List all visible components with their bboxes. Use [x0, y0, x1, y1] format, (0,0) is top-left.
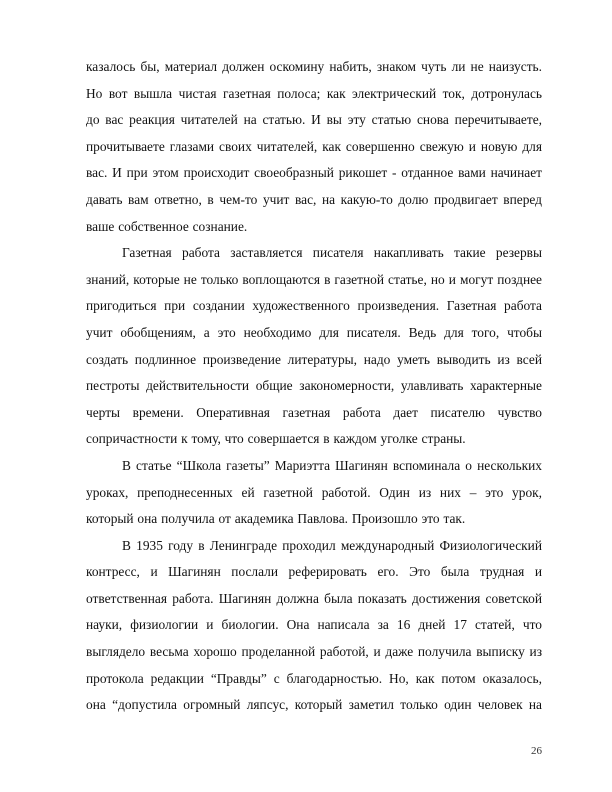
- paragraph-3: [86, 453, 542, 533]
- paragraph-1: [86, 54, 542, 240]
- text-line: она “допустила огромный ляпсус, который заметил только один человек на: [86, 697, 542, 713]
- text-line: прочитываете глазами своих читателей, как совершенно свежую и новую для: [86, 138, 542, 154]
- text-line: Но вот вышла чистая газетная полоса; как электрический ток, дотронулась: [86, 85, 542, 101]
- text-line: пригодиться при создании художественного произведения. Газетная работа: [86, 298, 542, 314]
- paragraph-2: [86, 240, 542, 453]
- text-line: учит обобщениям, а это необходимо для писателя. Ведь для того, чтобы: [86, 324, 542, 340]
- text-line: Газетная работа заставляется писателя накапливать такие резервы: [122, 245, 542, 261]
- text-line: выглядело весьма хорошо проделанной работой, и даже получила выписку из: [86, 644, 542, 660]
- text-line: до вас реакция читателей на статью. И вы эту статью снова перечитываете,: [86, 112, 542, 128]
- text-line: знаний, которые не только воплощаются в газетной статье, но и могут позднее: [86, 271, 542, 287]
- text-line: науки, физиологии и биологии. Она написала за 16 дней 17 статей, что: [86, 617, 542, 633]
- text-line: черты времени. Оперативная газетная работа дает писателю чувство: [86, 404, 542, 420]
- text-line: сопричастности к тому, что совершается в каждом уголке страны.: [86, 431, 466, 447]
- text-line: вас. И при этом происходит своеобразный рикошет - отданное вами начинает: [86, 165, 542, 181]
- text-line: контресс, и Шагинян послали реферировать его. Это была трудная и: [86, 564, 542, 580]
- text-line: уроках, преподнесенных ей газетной работой. Один из них – это урок,: [86, 484, 542, 500]
- page-number: 26: [531, 745, 542, 757]
- text-line: давать вам ответно, в чем-то учит вас, на какую-то долю продвигает вперед: [86, 191, 542, 207]
- text-line: протокола редакции “Правды” с благодарностью. Но, как потом оказалось,: [86, 670, 542, 686]
- text-body: [86, 54, 542, 719]
- paragraph-4: [86, 533, 542, 719]
- text-line: создать подлинное произведение литературы, надо уметь выводить из всей: [86, 351, 542, 367]
- text-line: казалось бы, материал должен оскомину набить, знаком чуть ли не наизусть.: [86, 59, 542, 74]
- text-line: ваше собственное сознание.: [86, 218, 248, 234]
- text-line: В статье “Школа газеты” Мариэтта Шагинян вспоминала о нескольких: [122, 457, 542, 473]
- text-line: пестроты действительности общие закономерности, улавливать характерные: [86, 378, 542, 394]
- text-line: ответственная работа. Шагинян должна была показать достижения советской: [86, 590, 542, 606]
- text-line: В 1935 году в Ленинграде проходил международный Физиологический: [122, 537, 542, 553]
- text-line: который она получила от академика Павлова. Произошло это так.: [86, 511, 466, 527]
